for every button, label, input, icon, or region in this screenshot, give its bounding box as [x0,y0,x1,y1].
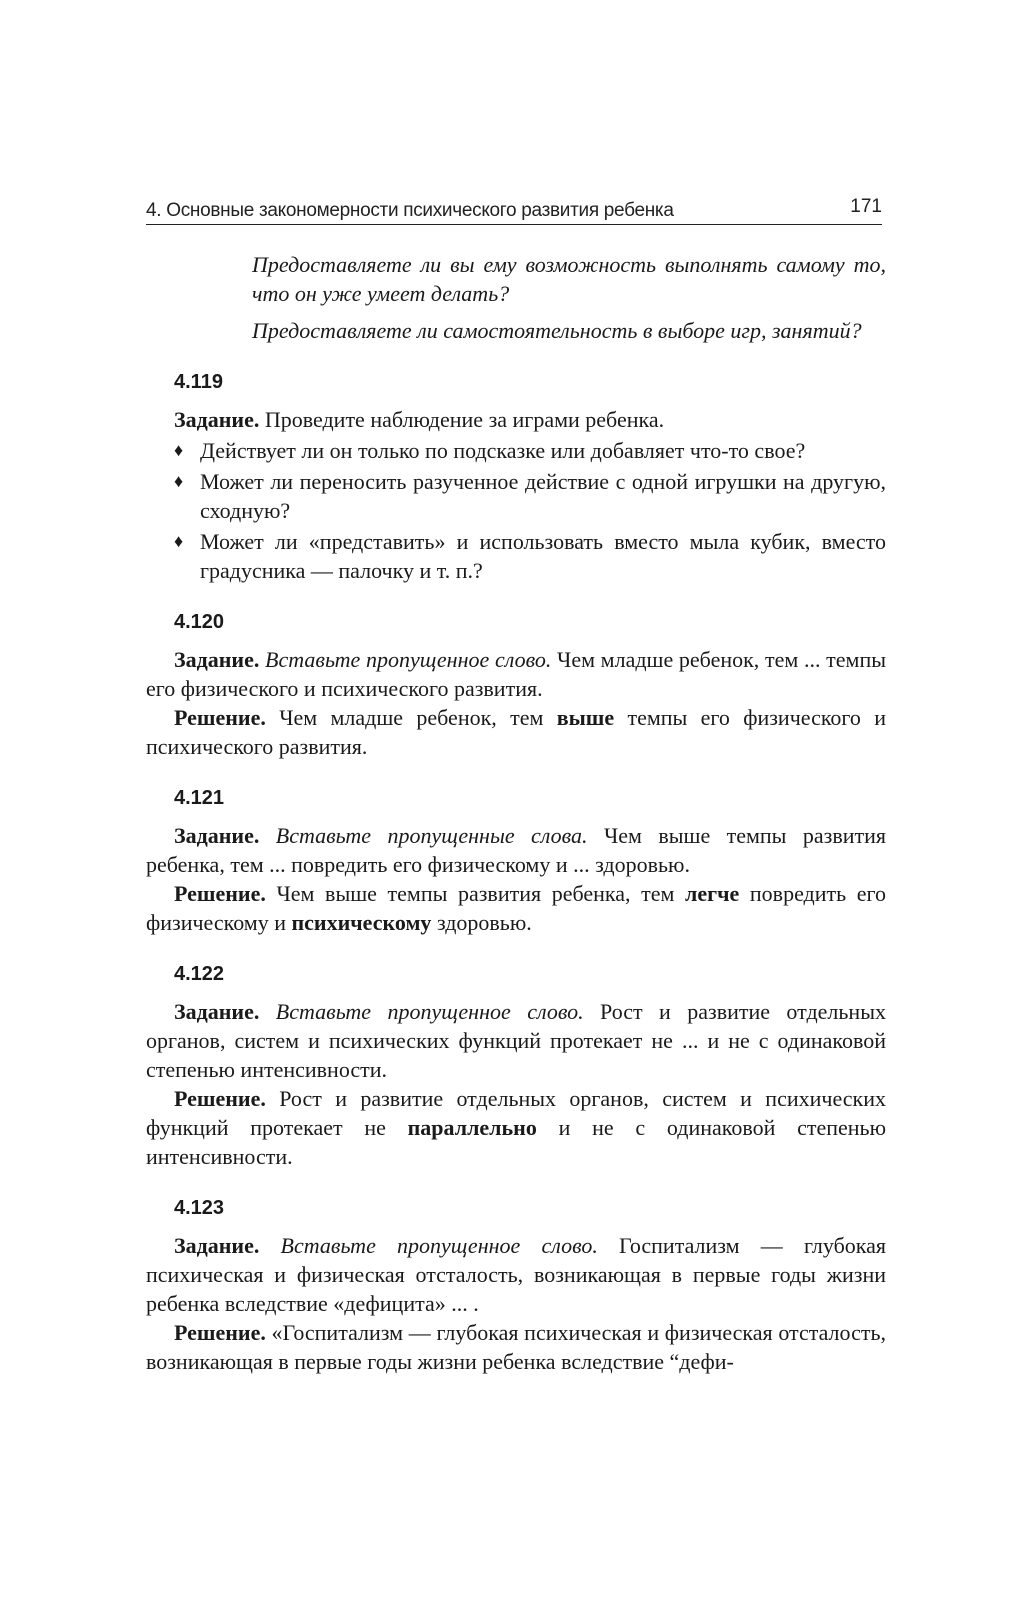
list-item-text: Действует ли он только по подсказке или добавляет что-то свое? [200,438,806,463]
task-number-4-122: 4.122 [174,963,225,985]
task-instruction: Вставьте пропущенное слово. [259,1233,598,1258]
running-head [146,196,882,225]
task-label: Задание. [174,823,260,848]
solution-answer: легче [685,881,740,906]
list-item-text: Может ли «представить» и использовать вместо мыла кубик, вместо градусника — палочку и т. п.? [200,529,886,583]
solution-label: Решение. [174,881,266,906]
task-4-120-solution [146,703,886,761]
solution-text: Рост и развитие отдельных органов, систем и психических функций протекает не [146,1086,886,1140]
task-number-4-123: 4.123 [174,1197,225,1219]
task-instruction: Вставьте пропущенные слова. [259,823,588,848]
task-text: Госпитализм — глубокая психическая и физическая отсталость, возникающая в первые годы жизни ребенка вследствие «дефицита» ... . [146,1233,886,1316]
task-label: Задание. [174,407,260,432]
solution-label: Решение. [174,705,266,730]
task-4-119-bullets [146,436,886,585]
task-label: Задание. [174,647,260,672]
list-item [146,527,886,585]
task-text: Рост и развитие отдельных органов, систем и психических функций протекает не ... и не с одинаковой степенью интенсивности. [146,999,886,1082]
list-item [146,467,886,525]
task-number-4-121: 4.121 [174,787,225,809]
task-4-123-statement [146,1231,886,1318]
task-number-4-120: 4.120 [174,611,225,633]
task-4-123-solution [146,1318,886,1376]
task-text: Чем младше ребенок, тем ... темпы его физического и психического развития. [146,647,886,701]
task-4-122-solution [146,1084,886,1171]
solution-text: и не с одинаковой степенью интенсивности. [146,1115,887,1169]
task-number-4-119: 4.119 [174,371,223,393]
task-instruction: Вставьте пропущенное слово. [259,647,552,672]
solution-answer: параллельно [407,1115,537,1140]
solution-text: здоровью. [431,910,532,935]
solution-text: «Госпитализм — глубокая психическая и физическая отсталость, возникающая в первые годы жизни ребенка вследствие “дефи- [146,1320,886,1374]
solution-label: Решение. [174,1320,266,1345]
task-text: Чем выше темпы развития ребенка, тем ... повредить его физическому и ... здоровью. [146,823,886,877]
intro-question-2: Предоставляете ли самостоятельность в выборе игр, занятий? [252,318,862,343]
task-label: Задание. [174,1233,260,1258]
task-instruction: Вставьте пропущенное слово. [259,999,584,1024]
solution-text: Чем младше ребенок, тем [265,705,557,730]
solution-text: повредить его физическому и [146,881,886,935]
list-item-text: Может ли переносить разученное действие с одной игрушки на другую, сходную? [200,469,886,523]
solution-text: темпы его физического и психического развития. [146,705,886,759]
diamond-bullet-icon: ♦ [174,440,184,460]
task-4-119-statement [146,405,886,434]
intro-question-1: Предоставляете ли вы ему возможность выполнять самому то, что он уже умеет делать? [252,252,886,306]
diamond-bullet-icon: ♦ [174,471,184,491]
page-content [146,250,886,1376]
task-text: Проведите наблюдение за играми ребенка. [259,407,665,432]
diamond-bullet-icon: ♦ [174,531,184,551]
task-4-121-statement [146,821,886,879]
task-4-122-statement [146,997,886,1084]
list-item [146,436,886,465]
task-4-121-solution [146,879,886,937]
task-label: Задание. [174,999,260,1024]
solution-label: Решение. [174,1086,266,1111]
solution-answer: выше [556,705,615,730]
task-4-120-statement [146,645,886,703]
solution-answer: психическому [291,910,432,935]
page-number: 171 [850,196,882,217]
solution-text: Чем выше темпы развития ребенка, тем [265,881,686,906]
running-title: 4. Основные закономерности психического развития ребенка [146,200,674,221]
